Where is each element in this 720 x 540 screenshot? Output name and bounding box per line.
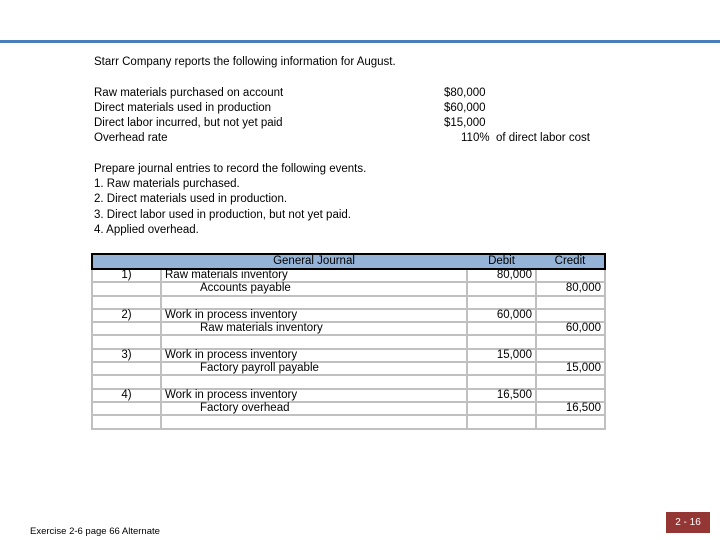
empty-cell [92, 296, 161, 309]
credit-amount: 16,500 [536, 402, 605, 415]
empty-cell [92, 402, 161, 415]
empty-cell [536, 375, 605, 388]
debit-amount: 16,500 [467, 389, 536, 402]
empty-cell [467, 415, 536, 428]
instruction-line: 2. Direct materials used in production. [94, 193, 288, 205]
table-row-blank [92, 415, 605, 428]
empty-cell [92, 282, 161, 295]
empty-cell [536, 309, 605, 322]
credit-amount: 15,000 [536, 362, 605, 375]
empty-cell [467, 402, 536, 415]
footer-text: Exercise 2-6 page 66 Alternate [30, 526, 160, 537]
header-debit: Debit [467, 254, 536, 269]
credit-account: Accounts payable [161, 282, 467, 295]
debit-account: Work in process inventory [161, 309, 467, 322]
intro-text: Starr Company reports the following information for August. [94, 56, 396, 68]
table-row [92, 349, 605, 362]
info-value: $80,000 [444, 87, 486, 99]
empty-cell [536, 349, 605, 362]
debit-amount: 80,000 [467, 269, 536, 282]
empty-cell [536, 296, 605, 309]
empty-cell [161, 296, 467, 309]
table-header [92, 254, 605, 269]
empty-cell [92, 415, 161, 428]
empty-cell [467, 322, 536, 335]
top-accent-bar [0, 40, 720, 43]
header-general-journal: General Journal [161, 254, 467, 269]
general-journal-table [91, 253, 606, 430]
credit-account: Raw materials inventory [161, 322, 467, 335]
empty-cell [536, 415, 605, 428]
page-number-badge: 2 - 16 [666, 512, 710, 533]
empty-cell [92, 322, 161, 335]
empty-cell [467, 335, 536, 348]
entry-number: 3) [92, 349, 161, 362]
info-label: Raw materials purchased on account [94, 87, 284, 99]
info-label: Direct materials used in production [94, 102, 272, 114]
table-row-blank [92, 296, 605, 309]
empty-cell [467, 375, 536, 388]
table-row [92, 309, 605, 322]
info-value: $15,000 [444, 117, 486, 129]
credit-amount: 80,000 [536, 282, 605, 295]
empty-cell [467, 296, 536, 309]
instruction-line: 3. Direct labor used in production, but not yet paid. [94, 209, 351, 221]
table-row-blank [92, 335, 605, 348]
instruction-line: 4. Applied overhead. [94, 224, 199, 236]
debit-amount: 60,000 [467, 309, 536, 322]
empty-cell [161, 335, 467, 348]
empty-cell [92, 335, 161, 348]
empty-cell [161, 375, 467, 388]
table-row [92, 269, 605, 282]
header-credit: Credit [536, 254, 605, 269]
info-label: Direct labor incurred, but not yet paid [94, 117, 283, 129]
table-row [92, 402, 605, 415]
debit-account: Work in process inventory [161, 389, 467, 402]
debit-account: Raw materials inventory [161, 269, 467, 282]
instruction-line: 1. Raw materials purchased. [94, 178, 240, 190]
table-row [92, 282, 605, 295]
credit-account: Factory payroll payable [161, 362, 467, 375]
instruction-line: Prepare journal entries to record the following events. [94, 163, 367, 175]
table-row [92, 322, 605, 335]
table-row [92, 362, 605, 375]
entry-number: 4) [92, 389, 161, 402]
entry-number: 1) [92, 269, 161, 282]
info-value: $60,000 [444, 102, 486, 114]
credit-account: Factory overhead [161, 402, 467, 415]
entry-number: 2) [92, 309, 161, 322]
debit-account: Work in process inventory [161, 349, 467, 362]
header-num [92, 254, 161, 269]
empty-cell [92, 362, 161, 375]
debit-amount: 15,000 [467, 349, 536, 362]
table-row [92, 389, 605, 402]
info-value: 110% of direct labor cost [461, 132, 590, 144]
empty-cell [467, 282, 536, 295]
info-label: Overhead rate [94, 132, 168, 144]
empty-cell [467, 362, 536, 375]
empty-cell [536, 389, 605, 402]
empty-cell [161, 415, 467, 428]
credit-amount: 60,000 [536, 322, 605, 335]
table-row-blank [92, 375, 605, 388]
empty-cell [92, 375, 161, 388]
empty-cell [536, 335, 605, 348]
empty-cell [536, 269, 605, 282]
